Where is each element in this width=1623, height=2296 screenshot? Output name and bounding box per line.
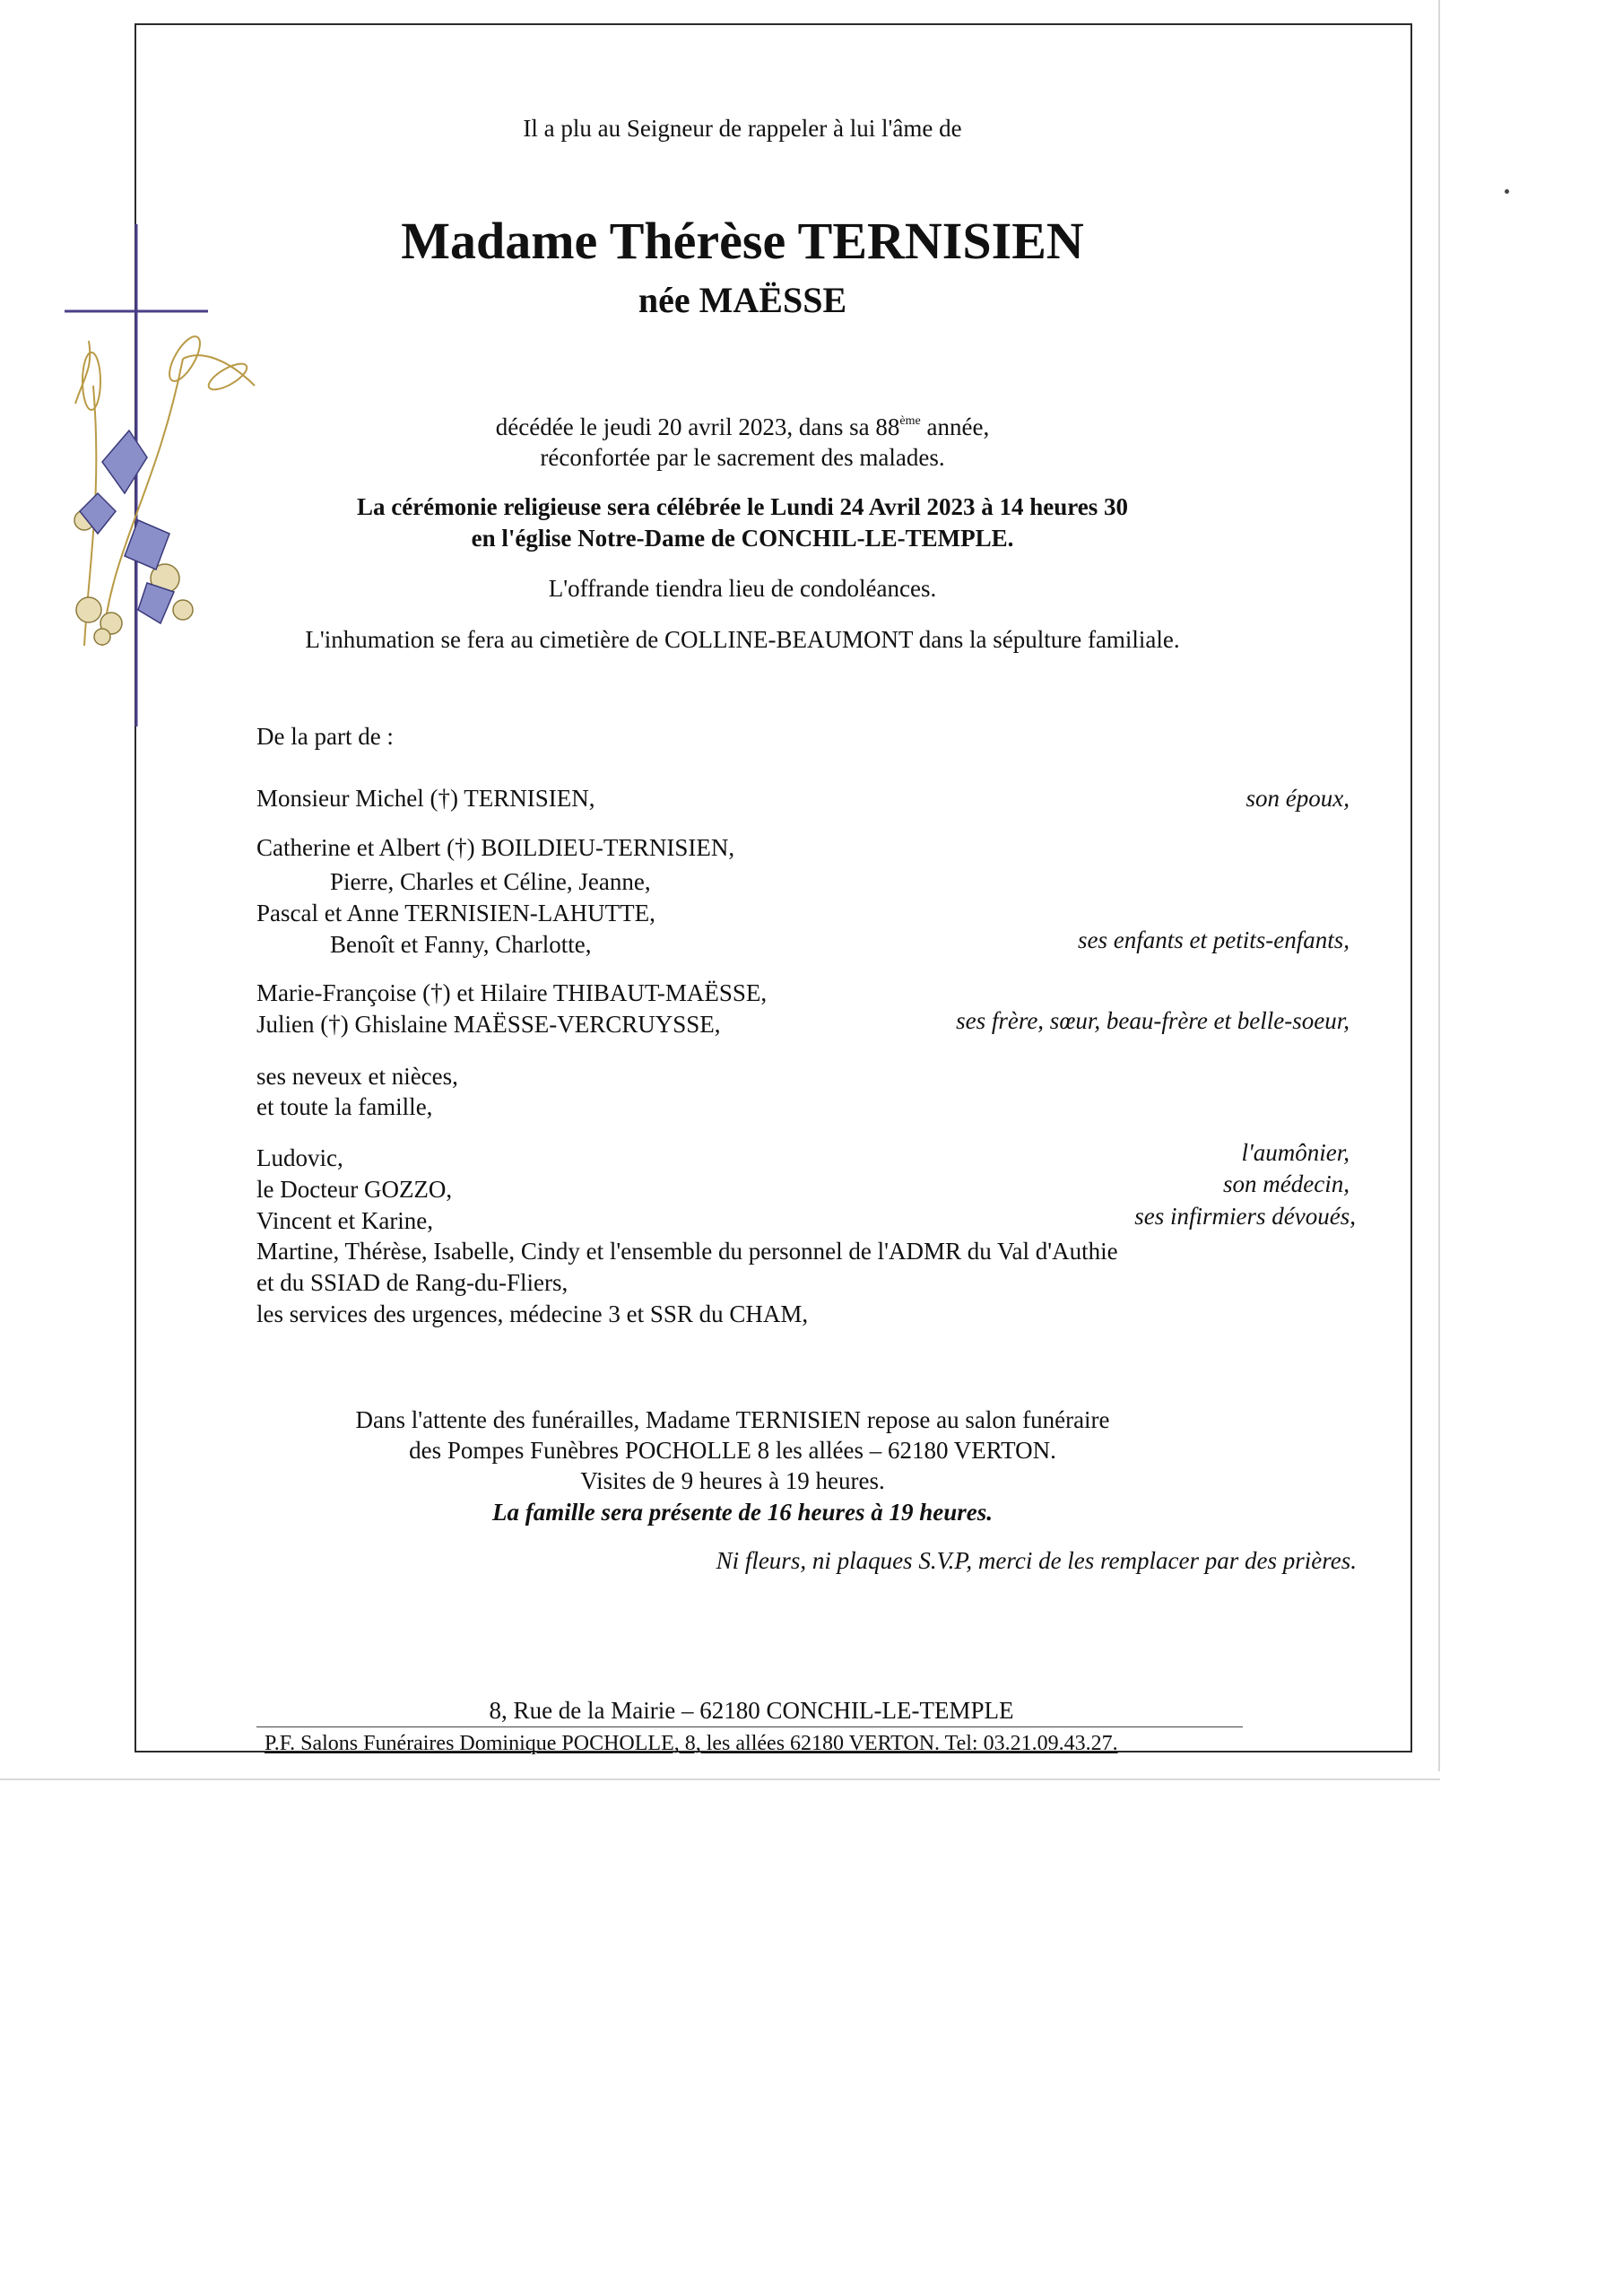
carer-staff-1: Martine, Thérèse, Isabelle, Cindy et l'ensemble du personnel de l'ADMR du Val d'Authie [256,1238,1118,1265]
death-line-2: réconfortée par le sacrement des malades. [540,444,945,471]
intro-text: Il a plu au Seigneur de rappeler à lui l'âme de [523,115,962,142]
undertaker-line: P.F. Salons Funéraires Dominique POCHOLLE, 8, les allées 62180 VERTON. Tel: 03.21.09.43.27. [265,1732,1118,1755]
carer-nurses-role: ses infirmiers dévoués, [1134,1203,1356,1230]
visit-line-2: des Pompes Funèbres POCHOLLE 8 les allées – 62180 VERTON. [409,1437,1056,1464]
scan-edge-bottom [0,1779,1440,1780]
deceased-name: Madame Thérèse TERNISIEN [401,212,1084,270]
death-line-1: décédée le jeudi 20 avril 2023, dans sa 88ème année, [495,413,990,440]
footer-rule [256,1726,1243,1727]
family-sibling-1: Marie-Françoise (†) et Hilaire THIBAUT-MAËSSE, [256,979,768,1006]
family-grandchildren-1: Pierre, Charles et Céline, Jeanne, [330,868,651,895]
family-nephews: ses neveux et nièces, [256,1063,458,1090]
burial-text: L'inhumation se fera au cimetière de COLLINE-BEAUMONT dans la sépulture familiale. [305,626,1180,653]
family-siblings-role: ses frère, sœur, beau-frère et belle-soeur, [956,1007,1350,1034]
visit-line-3: Visites de 9 heures à 19 heures. [580,1467,885,1494]
carer-nurses: Vincent et Karine, [256,1207,434,1234]
cross-floral-ornament [48,224,291,726]
scan-speck [1505,189,1509,194]
scan-edge-right [1438,0,1440,1771]
carer-chaplain: Ludovic, [256,1144,343,1171]
offering-text: L'offrande tiendra lieu de condoléances. [548,575,937,602]
family-sibling-2: Julien (†) Ghislaine MAËSSE-VERCRUYSSE, [256,1011,721,1038]
family-grandchildren-2: Benoît et Fanny, Charlotte, [330,931,592,958]
carer-staff-2: et du SSIAD de Rang-du-Fliers, [256,1269,568,1296]
birth-name: née MAËSSE [638,280,847,320]
family-child-1: Catherine et Albert (†) BOILDIEU-TERNISIEN, [256,834,735,861]
carer-chaplain-role: l'aumônier, [1241,1139,1350,1166]
family-child-2: Pascal et Anne TERNISIEN-LAHUTTE, [256,900,655,926]
visit-line-1: Dans l'attente des funérailles, Madame TERNISIEN repose au salon funéraire [355,1406,1110,1433]
ceremony-line-2: en l'église Notre-Dame de CONCHIL-LE-TEMPLE. [471,525,1014,552]
carer-doctor-role: son médecin, [1223,1170,1350,1197]
family-husband: Monsieur Michel (†) TERNISIEN, [256,785,595,812]
ceremony-line-1: La cérémonie religieuse sera célébrée le Lundi 24 Avril 2023 à 14 heures 30 [356,493,1129,520]
family-address: 8, Rue de la Mairie – 62180 CONCHIL-LE-TEMPLE [489,1697,1014,1724]
family-all: et toute la famille, [256,1093,433,1120]
carer-staff-3: les services des urgences, médecine 3 et SSR du CHAM, [256,1300,809,1327]
no-flowers-note: Ni fleurs, ni plaques S.V.P, merci de les remplacer par des prières. [716,1547,1357,1574]
from-label: De la part de : [256,723,394,750]
visit-line-4: La famille sera présente de 16 heures à 19 heures. [492,1499,993,1526]
family-husband-role: son époux, [1245,785,1350,812]
family-children-role: ses enfants et petits-enfants, [1078,926,1350,953]
carer-doctor: le Docteur GOZZO, [256,1176,453,1203]
